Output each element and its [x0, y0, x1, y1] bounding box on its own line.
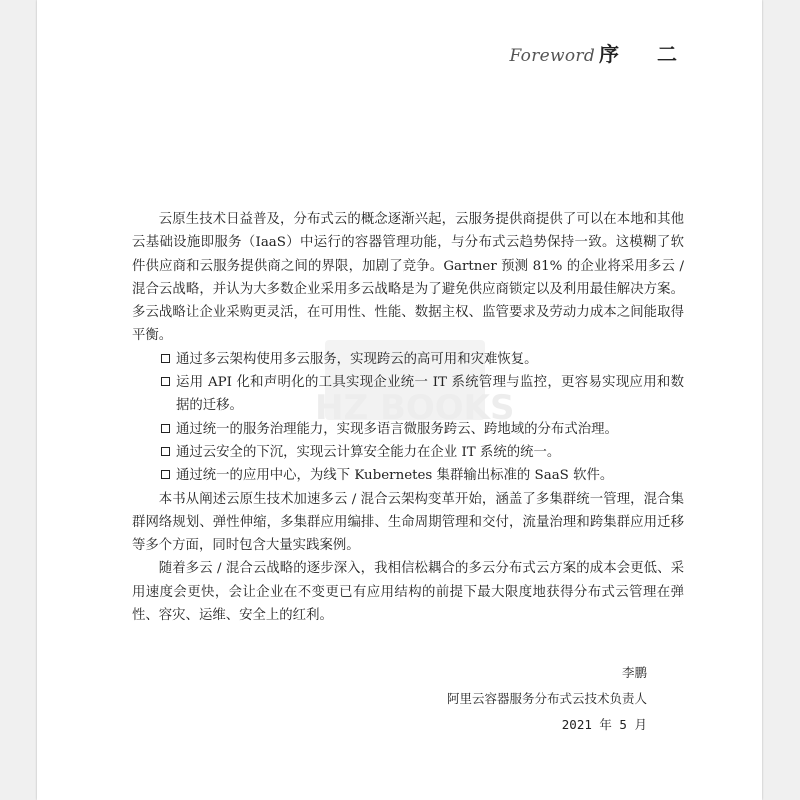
bullet-text: 通过云安全的下沉，实现云计算安全能力在企业 IT 系统的统一。 — [176, 444, 561, 460]
signature-date: 2021 年 5 月 — [561, 717, 647, 732]
checkbox-bullet-icon — [161, 377, 170, 386]
signature-block — [447, 660, 647, 738]
bullet-text: 通过多云架构使用多云服务，实现跨云的高可用和灾难恢复。 — [176, 351, 538, 367]
paragraph-intro: 云原生技术日益普及，分布式云的概念逐渐兴起，云服务提供商提供了可以在本地和其他云基础设施即服务（IaaS）中运行的容器管理功能，与分布式云趋势保持一致。这模糊了软件供应商和云服务提供商之间的界限，加剧了竞争。Gartner 预测 81% 的企业将采用多云 / 混合云战略，并认为大多数企业采用多云战略是为了避免供应商锁定以及利用最佳解决方案。多云战略让企业采购更灵活，在可用性、性能、数据主权、监管要求及劳动力成本之间能取得平衡。 — [132, 212, 684, 344]
bullet-item — [161, 371, 684, 418]
body-text — [132, 208, 684, 627]
bullet-item — [161, 348, 684, 371]
bullet-text: 通过统一的应用中心，为线下 Kubernetes 集群输出标准的 SaaS 软件。 — [176, 468, 614, 484]
bullet-item — [161, 441, 684, 464]
bullet-item — [161, 464, 684, 487]
page-header — [509, 38, 715, 67]
bullet-item — [161, 418, 684, 441]
bullet-list — [132, 348, 684, 488]
checkbox-bullet-icon — [161, 470, 170, 479]
checkbox-bullet-icon — [161, 424, 170, 433]
bullet-text: 通过统一的服务治理能力，实现多语言微服务跨云、跨地域的分布式治理。 — [176, 421, 618, 437]
checkbox-bullet-icon — [161, 354, 170, 363]
page-title: 序二 — [599, 42, 715, 66]
paragraph-book-scope: 本书从阐述云原生技术加速多云 / 混合云架构变革开始，涵盖了多集群统一管理，混合集群网络规划、弹性伸缩，多集群应用编排、生命周期管理和交付，流量治理和跨集群应用迁移等多个方面，同时包含大量实践案例。 — [132, 491, 684, 554]
watermark-text: HZ BOOKS — [315, 388, 515, 428]
checkbox-bullet-icon — [161, 447, 170, 456]
author-name: 李鹏 — [621, 665, 647, 680]
bullet-text: 运用 API 化和声明化的工具实现企业统一 IT 系统管理与监控，更容易实现应用和数据的迁移。 — [176, 375, 684, 414]
paragraph-outlook: 随着多云 / 混合云战略的逐步深入，我相信松耦合的多云分布式云方案的成本会更低、采用速度会更快，会让企业在不变更已有应用结构的前提下最大限度地获得分布式云管理在弹性、容灾、运维、安全上的红利。 — [132, 561, 684, 624]
foreword-script-label: Foreword — [509, 46, 595, 66]
author-position: 阿里云容器服务分布式云技术负责人 — [446, 691, 647, 706]
document-page — [37, 0, 762, 800]
